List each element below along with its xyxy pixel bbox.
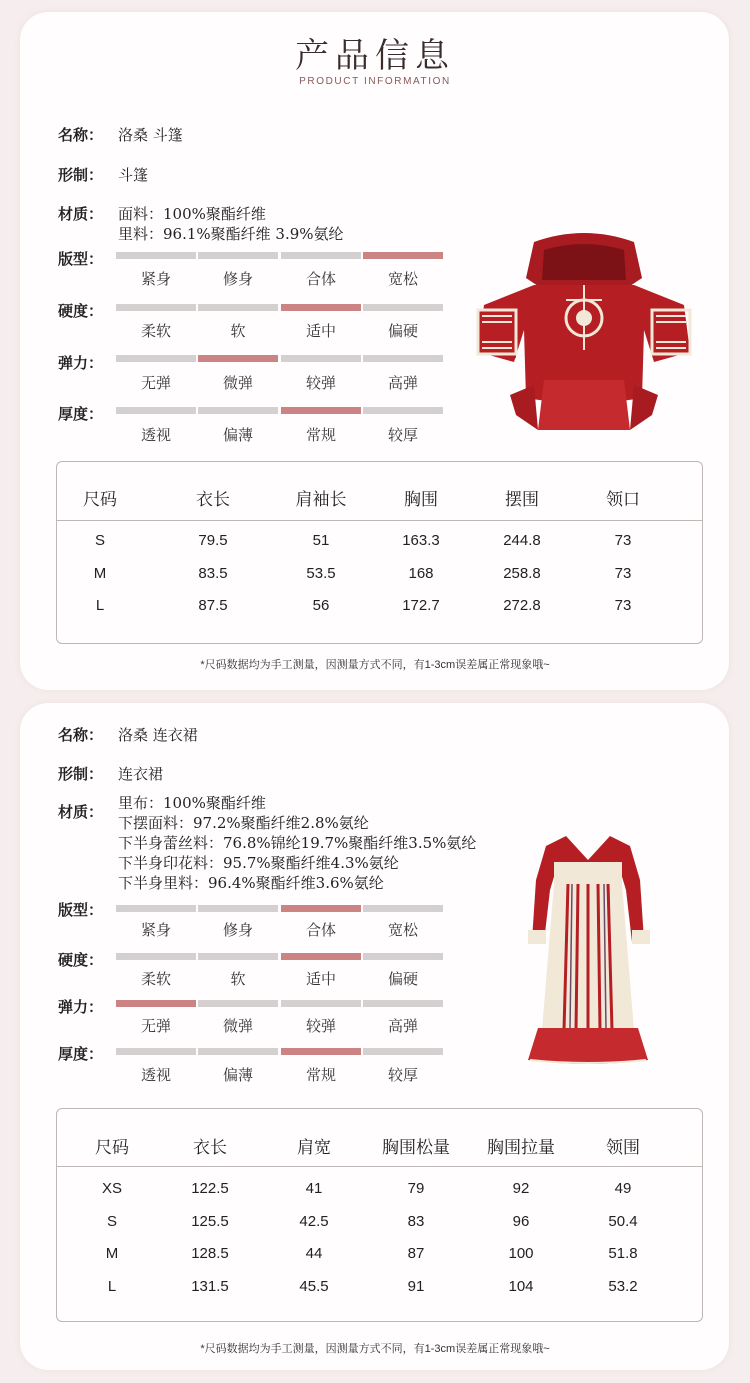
fit-label: 版型： xyxy=(58,901,104,919)
measurement-note: *尺码数据均为手工测量，因测量方式不同，有1-3cm误差属正常现象哦~ xyxy=(200,1343,550,1355)
thickness-scale-segment-selected xyxy=(281,407,361,414)
elastic-option-label: 高弹 xyxy=(387,1017,418,1035)
material-label: 材质： xyxy=(58,803,104,821)
fit-option-label: 合体 xyxy=(305,270,336,288)
table-cell: 73 xyxy=(614,532,632,549)
thickness-option-label: 常规 xyxy=(305,1066,336,1084)
fit-label: 版型： xyxy=(58,250,104,268)
fit-option-label: 紧身 xyxy=(140,270,171,288)
table-cell: 131.5 xyxy=(191,1278,229,1296)
hardness-scale-segment xyxy=(363,304,443,311)
table-size-cell: XS xyxy=(101,1180,122,1197)
table-cell: 104 xyxy=(508,1278,534,1296)
table-header-cell: 胸围拉量 xyxy=(487,1138,555,1158)
table-divider xyxy=(56,1166,703,1167)
hardness-option-label: 偏硬 xyxy=(387,970,418,988)
fit-scale-segment-selected xyxy=(281,905,361,912)
hardness-scale-segment-selected xyxy=(281,304,361,311)
hardness-scale-segment xyxy=(363,953,443,960)
table-cell: 168 xyxy=(408,564,434,582)
table-cell: 100 xyxy=(508,1245,534,1263)
fit-scale-segment-selected xyxy=(363,252,443,259)
thickness-scale-segment xyxy=(363,1048,443,1055)
thickness-scale-segment xyxy=(116,1048,196,1055)
fit-option-label: 宽松 xyxy=(387,921,418,939)
table-cell: 172.7 xyxy=(402,597,440,614)
elastic-option-label: 微弹 xyxy=(222,374,253,392)
table-cell: 42.5 xyxy=(299,1212,329,1230)
product-name: 洛桑 斗篷 xyxy=(118,126,183,144)
red-cream-dress-icon xyxy=(520,830,655,1065)
elastic-option-label: 高弹 xyxy=(387,374,418,392)
table-cell: 272.8 xyxy=(503,597,541,614)
hardness-scale-segment xyxy=(116,953,196,960)
table-cell: 163.3 xyxy=(402,532,440,549)
table-cell: 44 xyxy=(305,1245,323,1263)
table-cell: 87.5 xyxy=(198,597,228,614)
table-cell: 87 xyxy=(407,1245,425,1263)
hardness-option-label: 柔软 xyxy=(140,970,171,988)
table-cell: 83 xyxy=(407,1212,425,1230)
page-title: 产品信息 xyxy=(295,36,455,76)
table-header-cell: 尺码 xyxy=(83,490,117,510)
hardness-scale-segment xyxy=(198,953,278,960)
fit-scale-segment xyxy=(198,252,278,259)
table-cell: 50.4 xyxy=(608,1212,638,1230)
elastic-option-label: 较弹 xyxy=(305,1017,336,1035)
table-cell: 51 xyxy=(312,532,330,549)
table-header-cell: 衣长 xyxy=(196,490,230,510)
fit-option-label: 宽松 xyxy=(387,270,418,288)
measurement-note: *尺码数据均为手工测量，因测量方式不同，有1-3cm误差属正常现象哦~ xyxy=(200,659,550,671)
table-cell: 53.5 xyxy=(306,564,336,582)
name-label: 名称： xyxy=(58,726,104,744)
product-name: 洛桑 连衣裙 xyxy=(118,726,198,744)
table-header-cell: 胸围松量 xyxy=(382,1138,450,1158)
fit-scale-segment xyxy=(363,905,443,912)
material-line: 下半身印花料：95.7%聚酯纤维4.3%氨纶 xyxy=(118,854,399,872)
table-size-cell: M xyxy=(105,1245,119,1263)
product-style: 连衣裙 xyxy=(118,765,164,783)
material-label: 材质： xyxy=(58,205,104,223)
table-size-cell: S xyxy=(94,532,105,549)
table-header-cell: 肩袖长 xyxy=(295,490,347,510)
table-cell: 41 xyxy=(305,1180,323,1197)
table-cell: 73 xyxy=(614,597,632,614)
table-header-cell: 胸围 xyxy=(404,490,438,510)
style-label: 形制： xyxy=(58,765,104,783)
thickness-scale-segment xyxy=(116,407,196,414)
table-size-cell: L xyxy=(107,1278,117,1296)
elastic-scale-segment-selected xyxy=(198,355,278,362)
material-line: 下半身蕾丝料：76.8%锦纶19.7%聚酯纤维3.5%氨纶 xyxy=(118,834,477,852)
table-cell: 45.5 xyxy=(299,1278,329,1296)
fit-scale-segment xyxy=(116,252,196,259)
elastic-label: 弹力： xyxy=(58,998,104,1016)
hardness-label: 硬度： xyxy=(58,302,104,320)
thickness-option-label: 较厚 xyxy=(387,1066,418,1084)
hardness-label: 硬度： xyxy=(58,951,104,969)
hardness-scale-segment-selected xyxy=(281,953,361,960)
fit-scale-segment xyxy=(198,905,278,912)
table-cell: 83.5 xyxy=(198,564,228,582)
hardness-scale-segment xyxy=(116,304,196,311)
fit-option-label: 修身 xyxy=(222,921,253,939)
elastic-scale-segment xyxy=(116,355,196,362)
table-size-cell: L xyxy=(95,597,105,614)
table-size-cell: S xyxy=(106,1212,117,1230)
table-header-cell: 领围 xyxy=(606,1138,640,1158)
elastic-scale-segment xyxy=(281,1000,361,1007)
fit-scale-segment xyxy=(281,252,361,259)
thickness-option-label: 偏薄 xyxy=(222,426,253,444)
table-header-cell: 摆围 xyxy=(505,490,539,510)
hardness-scale-segment xyxy=(198,304,278,311)
thickness-scale-segment xyxy=(363,407,443,414)
table-cell: 79 xyxy=(407,1180,425,1197)
name-label: 名称： xyxy=(58,126,104,144)
table-cell: 56 xyxy=(312,597,330,614)
hardness-option-label: 软 xyxy=(230,322,246,340)
material-line: 里布：100%聚酯纤维 xyxy=(118,794,266,812)
table-size-cell: M xyxy=(93,564,107,582)
thickness-option-label: 透视 xyxy=(140,426,171,444)
thickness-label: 厚度： xyxy=(58,1045,104,1063)
table-header-cell: 领口 xyxy=(606,490,640,510)
hardness-option-label: 软 xyxy=(230,970,246,988)
elastic-scale-segment xyxy=(363,355,443,362)
table-cell: 96 xyxy=(512,1212,530,1230)
table-cell: 91 xyxy=(407,1278,425,1296)
red-hooded-cloak-icon xyxy=(474,230,694,435)
thickness-scale-segment xyxy=(198,1048,278,1055)
elastic-option-label: 无弹 xyxy=(140,1017,171,1035)
hardness-option-label: 柔软 xyxy=(140,322,171,340)
thickness-label: 厚度： xyxy=(58,405,104,423)
elastic-option-label: 无弹 xyxy=(140,374,171,392)
material-line: 里料：96.1%聚酯纤维 3.9%氨纶 xyxy=(118,225,344,243)
table-cell: 51.8 xyxy=(608,1245,638,1263)
style-label: 形制： xyxy=(58,166,104,184)
elastic-scale-segment xyxy=(363,1000,443,1007)
fit-option-label: 紧身 xyxy=(140,921,171,939)
thickness-option-label: 较厚 xyxy=(387,426,418,444)
thickness-option-label: 透视 xyxy=(140,1066,171,1084)
table-header-cell: 尺码 xyxy=(95,1138,129,1158)
table-cell: 244.8 xyxy=(503,532,541,549)
thickness-option-label: 偏薄 xyxy=(222,1066,253,1084)
material-line: 下半身里料：96.4%聚酯纤维3.6%氨纶 xyxy=(118,874,384,892)
page-subtitle: PRODUCT INFORMATION xyxy=(299,76,451,87)
table-cell: 125.5 xyxy=(191,1212,229,1230)
table-cell: 49 xyxy=(614,1180,632,1197)
table-cell: 258.8 xyxy=(503,564,541,582)
table-header-cell: 肩宽 xyxy=(297,1138,331,1158)
table-header-cell: 衣长 xyxy=(193,1138,227,1158)
table-divider xyxy=(56,520,703,521)
table-cell: 73 xyxy=(614,564,632,582)
table-cell: 92 xyxy=(512,1180,530,1197)
hardness-option-label: 偏硬 xyxy=(387,322,418,340)
hardness-option-label: 适中 xyxy=(305,322,336,340)
elastic-scale-segment xyxy=(281,355,361,362)
elastic-option-label: 微弹 xyxy=(222,1017,253,1035)
elastic-scale-segment xyxy=(198,1000,278,1007)
material-line: 下摆面料：97.2%聚酯纤维2.8%氨纶 xyxy=(118,814,369,832)
elastic-label: 弹力： xyxy=(58,354,104,372)
material-line: 面料：100%聚酯纤维 xyxy=(118,205,266,223)
elastic-scale-segment-selected xyxy=(116,1000,196,1007)
fit-option-label: 修身 xyxy=(222,270,253,288)
table-cell: 53.2 xyxy=(608,1278,638,1296)
product-style: 斗篷 xyxy=(118,166,149,184)
thickness-scale-segment-selected xyxy=(281,1048,361,1055)
elastic-option-label: 较弹 xyxy=(305,374,336,392)
fit-option-label: 合体 xyxy=(305,921,336,939)
table-cell: 128.5 xyxy=(191,1245,229,1263)
hardness-option-label: 适中 xyxy=(305,970,336,988)
table-cell: 79.5 xyxy=(198,532,228,549)
thickness-scale-segment xyxy=(198,407,278,414)
fit-scale-segment xyxy=(116,905,196,912)
thickness-option-label: 常规 xyxy=(305,426,336,444)
table-cell: 122.5 xyxy=(191,1180,229,1197)
